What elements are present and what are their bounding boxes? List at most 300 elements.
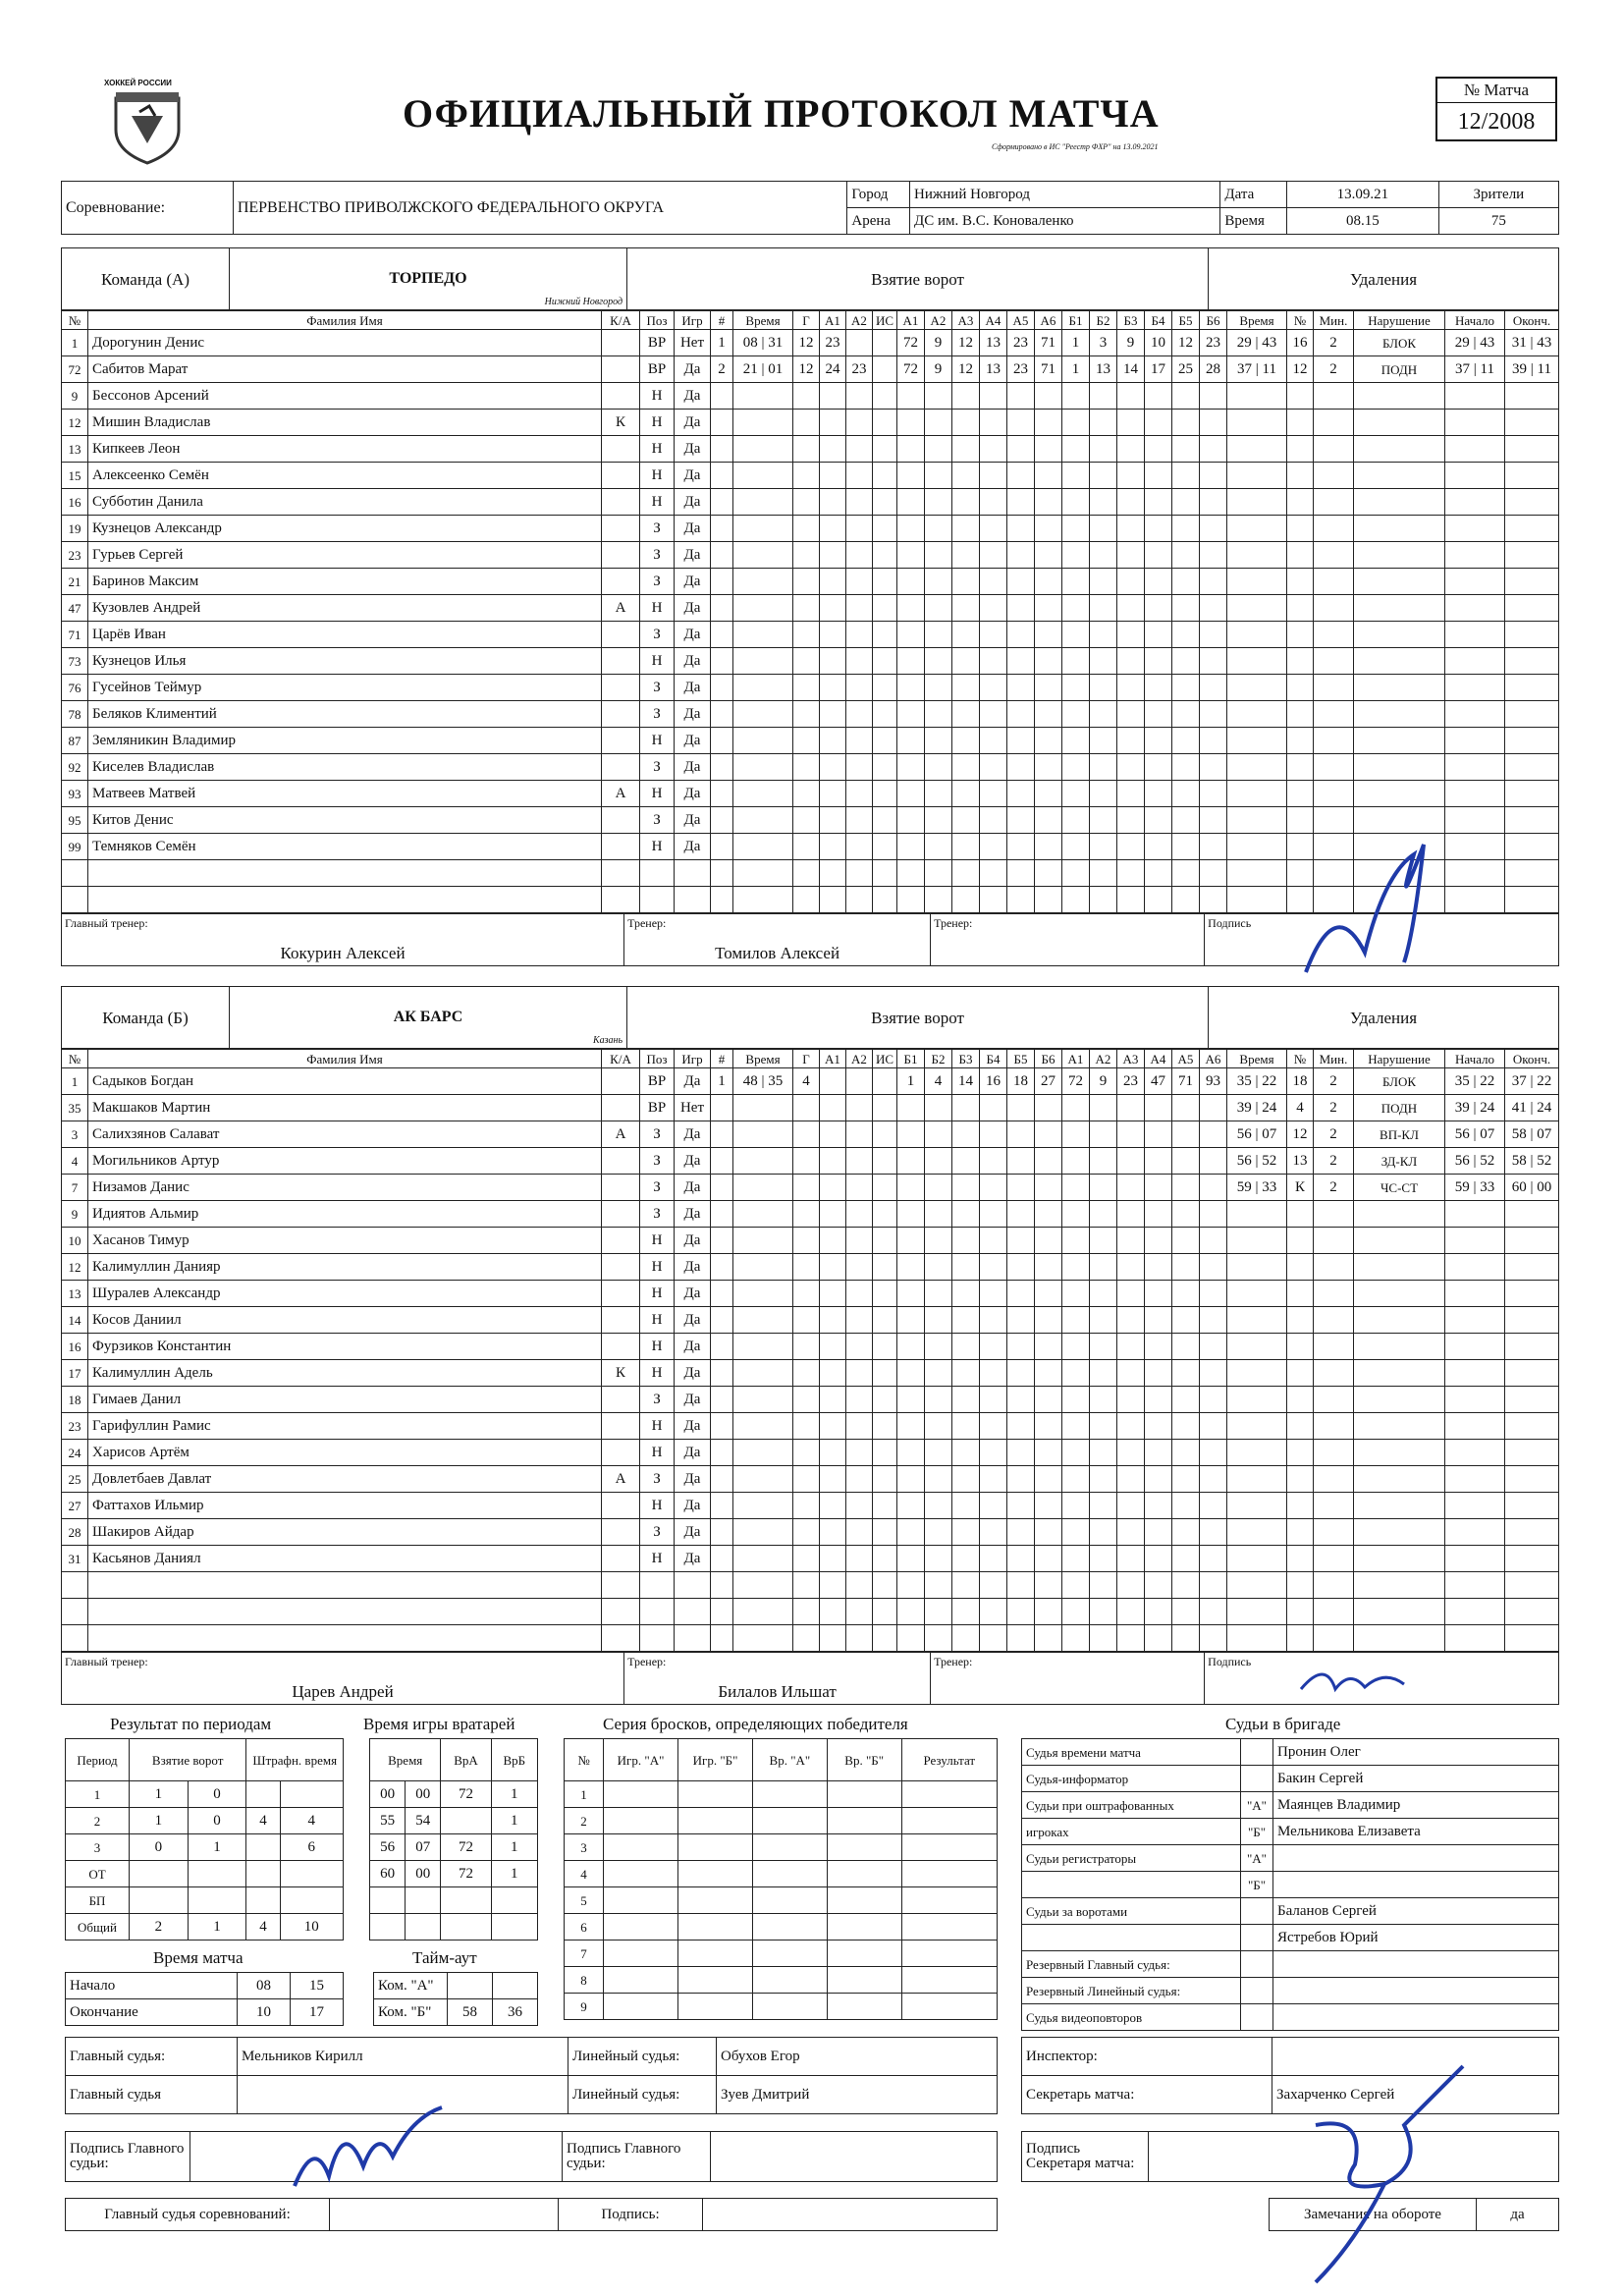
empty-cell: [1117, 675, 1145, 701]
empty-cell: [846, 1440, 873, 1466]
player-name: Царёв Иван: [88, 622, 602, 648]
empty-cell: [952, 1360, 980, 1387]
empty-cell: [711, 569, 733, 595]
player-name: Дорогунин Денис: [88, 330, 602, 356]
empty-cell: [1505, 622, 1559, 648]
penalty-time: 35 | 22: [1227, 1068, 1287, 1095]
empty-cell: [1062, 595, 1090, 622]
empty-cell: [1145, 887, 1172, 913]
empty-cell: [873, 1175, 897, 1201]
empty-cell: [1090, 1625, 1117, 1652]
empty-cell: [925, 701, 952, 728]
empty-cell: [1200, 383, 1227, 410]
empty-cell: [873, 1625, 897, 1652]
player-name: Идиятов Альмир: [88, 1201, 602, 1228]
goal-time: 21 | 01: [733, 356, 793, 383]
empty-cell: [873, 489, 897, 516]
empty-cell: [733, 648, 793, 675]
empty-cell: [711, 701, 733, 728]
player-role: [602, 1095, 640, 1121]
empty-cell: [1062, 1572, 1090, 1599]
empty-cell: [1314, 1440, 1354, 1466]
player-name: Салихзянов Салават: [88, 1121, 602, 1148]
spectators-label: Зрители: [1438, 182, 1558, 208]
empty-cell: [1314, 1254, 1354, 1281]
empty-cell: [1062, 1519, 1090, 1546]
empty-cell: [1287, 701, 1314, 728]
goalie-sec: 00: [406, 1781, 441, 1808]
coach-1-value: Билалов Ильшат: [718, 1682, 837, 1701]
empty-cell: [1172, 1334, 1200, 1360]
onice-player: 1: [1062, 356, 1090, 383]
player-number: 4: [62, 1148, 88, 1175]
empty-cell: [1227, 1413, 1287, 1440]
empty-cell: [820, 622, 846, 648]
empty-cell: [1090, 1572, 1117, 1599]
empty-cell: [1172, 701, 1200, 728]
player-row: [62, 1121, 1559, 1148]
goalie-a: 72: [441, 1861, 491, 1887]
empty-cell: [1200, 807, 1227, 834]
match-start-h: 08: [238, 1973, 291, 1999]
empty-cell: [1314, 1546, 1354, 1572]
player-number: [62, 1625, 88, 1652]
empty-cell: [980, 1148, 1007, 1175]
empty-cell: [1445, 1466, 1505, 1493]
empty-cell: [1172, 1254, 1200, 1281]
empty-cell: [1090, 1466, 1117, 1493]
empty-cell: [1062, 1175, 1090, 1201]
player-row: [62, 807, 1559, 834]
coach-1-label: Тренер:: [627, 916, 667, 930]
player-plays: Да: [675, 595, 711, 622]
goal-situation: [873, 1068, 897, 1095]
empty-cell: [925, 595, 952, 622]
player-plays: Да: [675, 1307, 711, 1334]
empty-cell: [793, 1466, 820, 1493]
empty-cell: [1007, 463, 1035, 489]
empty-cell: [952, 1519, 980, 1546]
player-position: З: [640, 516, 675, 542]
empty-cell: [1090, 1413, 1117, 1440]
goal-col: А2: [846, 311, 873, 330]
empty-cell: [1090, 1493, 1117, 1519]
empty-cell: [1227, 1307, 1287, 1334]
empty-cell: [1090, 1387, 1117, 1413]
empty-cell: [1314, 1572, 1354, 1599]
main-ref-value: Мельников Кирилл: [238, 2038, 568, 2076]
head-coach: [62, 914, 624, 966]
goalie-min: [370, 1887, 406, 1914]
empty-cell: [980, 383, 1007, 410]
period-name: Общий: [66, 1914, 130, 1941]
period-row: [66, 1808, 344, 1834]
penalty-time: 56 | 52: [1227, 1148, 1287, 1175]
empty-cell: [1287, 1440, 1314, 1466]
player-number: 9: [62, 383, 88, 410]
empty-cell: [733, 622, 793, 648]
empty-cell: [1172, 516, 1200, 542]
empty-cell: [1505, 754, 1559, 781]
match-end-label: Окончание: [66, 1999, 238, 2026]
empty-cell: [1287, 1466, 1314, 1493]
empty-cell: [1035, 728, 1062, 754]
referee-name: Пронин Олег: [1273, 1739, 1559, 1766]
player-plays: Да: [675, 1254, 711, 1281]
empty-cell: [1172, 1228, 1200, 1254]
empty-cell: [820, 807, 846, 834]
penalty-minutes: 2: [1314, 1148, 1354, 1175]
penalty-start: 56 | 52: [1445, 1148, 1505, 1175]
empty-cell: [1035, 1254, 1062, 1281]
empty-cell: [897, 648, 925, 675]
onice-player: 12: [1172, 330, 1200, 356]
player-position: [640, 860, 675, 887]
empty-cell: [873, 436, 897, 463]
period-name: 3: [66, 1834, 130, 1861]
player-row: [62, 675, 1559, 701]
empty-cell: [733, 1334, 793, 1360]
empty-cell: [1314, 781, 1354, 807]
empty-cell: [873, 1466, 897, 1493]
empty-cell: [711, 754, 733, 781]
empty-cell: [873, 807, 897, 834]
player-row: [62, 1307, 1559, 1334]
empty-cell: [1227, 1546, 1287, 1572]
empty-cell: [733, 1519, 793, 1546]
empty-cell: [1145, 569, 1172, 595]
empty-cell: [925, 1466, 952, 1493]
signature-main-ref: [285, 2098, 452, 2206]
player-role: [602, 807, 640, 834]
empty-cell: [1200, 887, 1227, 913]
empty-cell: [846, 1599, 873, 1625]
empty-cell: [1172, 1281, 1200, 1307]
empty-cell: [952, 1387, 980, 1413]
empty-cell: [793, 807, 820, 834]
empty-cell: [1007, 1360, 1035, 1387]
empty-cell: [1117, 887, 1145, 913]
empty-cell: [733, 1493, 793, 1519]
empty-cell: [846, 1175, 873, 1201]
shootout-cell: [753, 1861, 828, 1887]
shootout-table: [564, 1738, 998, 2020]
player-position: З: [640, 1148, 675, 1175]
head-coach-value: Кокурин Алексей: [280, 944, 406, 962]
empty-cell: [1117, 1148, 1145, 1175]
empty-cell: [711, 887, 733, 913]
empty-cell: [952, 834, 980, 860]
empty-cell: [1062, 728, 1090, 754]
onice-player: 27: [1035, 1068, 1062, 1095]
goalie-a: 72: [441, 1781, 491, 1808]
player-row: [62, 1599, 1559, 1625]
onice-col: Б2: [1090, 311, 1117, 330]
line-ref-label-1: Линейный судья:: [568, 2038, 717, 2076]
empty-cell: [793, 1175, 820, 1201]
empty-cell: [952, 410, 980, 436]
empty-cell: [1445, 1440, 1505, 1466]
empty-cell: [1314, 701, 1354, 728]
empty-cell: [1354, 489, 1445, 516]
empty-cell: [1314, 569, 1354, 595]
period-row: [66, 1914, 344, 1941]
empty-cell: [1145, 648, 1172, 675]
empty-cell: [1200, 781, 1227, 807]
empty-cell: [846, 1360, 873, 1387]
referee-team-tag: "А": [1241, 1845, 1273, 1872]
pen-col: Время: [1227, 1050, 1287, 1068]
empty-cell: [1314, 383, 1354, 410]
empty-cell: [925, 383, 952, 410]
empty-cell: [711, 1599, 733, 1625]
player-position: ВР: [640, 1068, 675, 1095]
player-name: Субботин Данила: [88, 489, 602, 516]
empty-cell: [711, 1572, 733, 1599]
empty-cell: [711, 1493, 733, 1519]
empty-cell: [1145, 1254, 1172, 1281]
empty-cell: [793, 1148, 820, 1175]
empty-cell: [980, 1440, 1007, 1466]
empty-cell: [873, 834, 897, 860]
player-role: [602, 860, 640, 887]
empty-cell: [1445, 463, 1505, 489]
empty-cell: [1314, 1519, 1354, 1546]
empty-cell: [1172, 1175, 1200, 1201]
player-role: [602, 1546, 640, 1572]
empty-cell: [793, 595, 820, 622]
empty-cell: [846, 1095, 873, 1121]
empty-cell: [1505, 410, 1559, 436]
empty-cell: [793, 781, 820, 807]
shootout-cell: [901, 1781, 997, 1808]
empty-cell: [1227, 1334, 1287, 1360]
player-row: [62, 754, 1559, 781]
onice-col: Б6: [1035, 1050, 1062, 1068]
goal-assist1: 23: [820, 330, 846, 356]
empty-cell: [952, 542, 980, 569]
empty-cell: [820, 728, 846, 754]
empty-cell: [1505, 1519, 1559, 1546]
empty-cell: [1172, 807, 1200, 834]
goalie-b: [491, 1887, 537, 1914]
empty-cell: [873, 595, 897, 622]
player-name: Китов Денис: [88, 807, 602, 834]
goals-b: 0: [188, 1781, 246, 1808]
penalty-minutes: 2: [1314, 1068, 1354, 1095]
empty-cell: [1062, 622, 1090, 648]
empty-cell: [1172, 1201, 1200, 1228]
shootout-cell: [753, 1834, 828, 1861]
empty-cell: [1035, 834, 1062, 860]
goal-scorer: 12: [793, 330, 820, 356]
goal-time: 48 | 35: [733, 1068, 793, 1095]
empty-cell: [1007, 1201, 1035, 1228]
onice-col: А4: [1145, 1050, 1172, 1068]
referee-name: [1273, 1845, 1559, 1872]
empty-cell: [897, 436, 925, 463]
match-number-box: [1435, 77, 1557, 141]
player-role: [602, 648, 640, 675]
empty-cell: [1090, 1307, 1117, 1334]
time-value: 08.15: [1287, 208, 1439, 235]
goals-a: 0: [130, 1834, 189, 1861]
empty-cell: [1090, 1228, 1117, 1254]
empty-cell: [873, 410, 897, 436]
empty-cell: [1172, 1599, 1200, 1625]
empty-cell: [1200, 1546, 1227, 1572]
onice-col: Б3: [952, 1050, 980, 1068]
empty-cell: [1117, 1307, 1145, 1334]
empty-cell: [793, 648, 820, 675]
player-plays: [675, 1599, 711, 1625]
empty-cell: [952, 1175, 980, 1201]
player-row: [62, 1572, 1559, 1599]
coach-1-value: Томилов Алексей: [715, 944, 840, 962]
empty-cell: [925, 1175, 952, 1201]
empty-cell: [711, 516, 733, 542]
empty-cell: [733, 1599, 793, 1625]
shootout-cell: [753, 1808, 828, 1834]
empty-cell: [733, 887, 793, 913]
empty-cell: [846, 1334, 873, 1360]
empty-cell: [1172, 728, 1200, 754]
empty-cell: [793, 463, 820, 489]
empty-cell: [820, 887, 846, 913]
empty-cell: [733, 1440, 793, 1466]
empty-cell: [897, 622, 925, 648]
player-role: [602, 834, 640, 860]
penalty-minutes: 2: [1314, 1121, 1354, 1148]
empty-cell: [1287, 463, 1314, 489]
empty-cell: [1505, 675, 1559, 701]
player-position: З: [640, 569, 675, 595]
penalty-end: 31 | 43: [1505, 330, 1559, 356]
empty-cell: [1062, 1546, 1090, 1572]
empty-cell: [1200, 1307, 1227, 1334]
empty-cell: [1007, 1148, 1035, 1175]
empty-cell: [925, 1599, 952, 1625]
empty-cell: [1227, 807, 1287, 834]
sign-main-label: Подпись Главного судьи:: [66, 2132, 190, 2182]
shootout-cell: [753, 1967, 828, 1994]
goal-col: Г: [793, 1050, 820, 1068]
empty-cell: [873, 1387, 897, 1413]
empty-cell: [1035, 1095, 1062, 1121]
empty-cell: [1505, 1360, 1559, 1387]
goals-b: 1: [188, 1914, 246, 1941]
empty-cell: [711, 1201, 733, 1228]
empty-cell: [897, 489, 925, 516]
onice-player: 71: [1035, 356, 1062, 383]
competition-label: Соревнование:: [62, 182, 234, 235]
shootout-cell: [753, 1914, 828, 1941]
penalty-infraction: БЛОК: [1354, 330, 1445, 356]
empty-cell: [925, 1387, 952, 1413]
player-number: 18: [62, 1387, 88, 1413]
empty-cell: [925, 1281, 952, 1307]
empty-cell: [952, 569, 980, 595]
referee-name: Маянцев Владимир: [1273, 1792, 1559, 1819]
empty-cell: [1505, 1281, 1559, 1307]
empty-cell: [897, 1387, 925, 1413]
empty-cell: [1090, 675, 1117, 701]
player-name: Довлетбаев Давлат: [88, 1466, 602, 1493]
empty-cell: [980, 887, 1007, 913]
empty-cell: [711, 1307, 733, 1334]
player-role: [602, 1493, 640, 1519]
referee-team-tag: "Б": [1241, 1819, 1273, 1845]
player-number: 14: [62, 1307, 88, 1334]
penalty-end: 39 | 11: [1505, 356, 1559, 383]
empty-cell: [793, 516, 820, 542]
empty-cell: [1090, 1254, 1117, 1281]
team-label: Команда (Б): [62, 987, 230, 1049]
empty-cell: [952, 383, 980, 410]
empty-cell: [1314, 1307, 1354, 1334]
player-row: [62, 1068, 1559, 1095]
player-role: [602, 622, 640, 648]
empty-cell: [1090, 1121, 1117, 1148]
player-plays: Да: [675, 648, 711, 675]
empty-cell: [1227, 542, 1287, 569]
empty-cell: [820, 410, 846, 436]
empty-cell: [711, 1254, 733, 1281]
empty-cell: [820, 754, 846, 781]
period-col: Период: [66, 1739, 130, 1781]
empty-cell: [980, 1121, 1007, 1148]
empty-cell: [1287, 542, 1314, 569]
player-row: [62, 1440, 1559, 1466]
goal-number: 2: [711, 356, 733, 383]
empty-cell: [1287, 622, 1314, 648]
empty-cell: [1145, 1095, 1172, 1121]
empty-cell: [873, 887, 897, 913]
empty-cell: [1090, 701, 1117, 728]
pim-b: 10: [280, 1914, 343, 1941]
empty-cell: [1505, 1307, 1559, 1334]
empty-cell: [1145, 728, 1172, 754]
empty-cell: [1090, 542, 1117, 569]
match-time-table: [65, 1972, 344, 2026]
empty-cell: [1062, 1466, 1090, 1493]
empty-cell: [711, 463, 733, 489]
empty-cell: [1145, 1121, 1172, 1148]
coach-2-label: Тренер:: [934, 916, 973, 930]
head-coach: [62, 1653, 624, 1705]
player-plays: Да: [675, 1413, 711, 1440]
date-value: 13.09.21: [1287, 182, 1439, 208]
empty-cell: [1200, 754, 1227, 781]
empty-cell: [1007, 1572, 1035, 1599]
referee-role: Судьи при оштрафованных: [1022, 1792, 1241, 1819]
empty-cell: [873, 1546, 897, 1572]
empty-cell: [1445, 1572, 1505, 1599]
shootout-number: 7: [565, 1941, 604, 1967]
empty-cell: [733, 436, 793, 463]
empty-cell: [925, 516, 952, 542]
empty-cell: [1200, 675, 1227, 701]
empty-cell: [711, 675, 733, 701]
empty-cell: [1287, 436, 1314, 463]
goals-a: 1: [130, 1781, 189, 1808]
empty-cell: [820, 463, 846, 489]
empty-cell: [846, 410, 873, 436]
pen-col: Мин.: [1314, 1050, 1354, 1068]
penalties-title: Удаления: [1209, 248, 1559, 310]
empty-cell: [1145, 1440, 1172, 1466]
empty-cell: [952, 1307, 980, 1334]
